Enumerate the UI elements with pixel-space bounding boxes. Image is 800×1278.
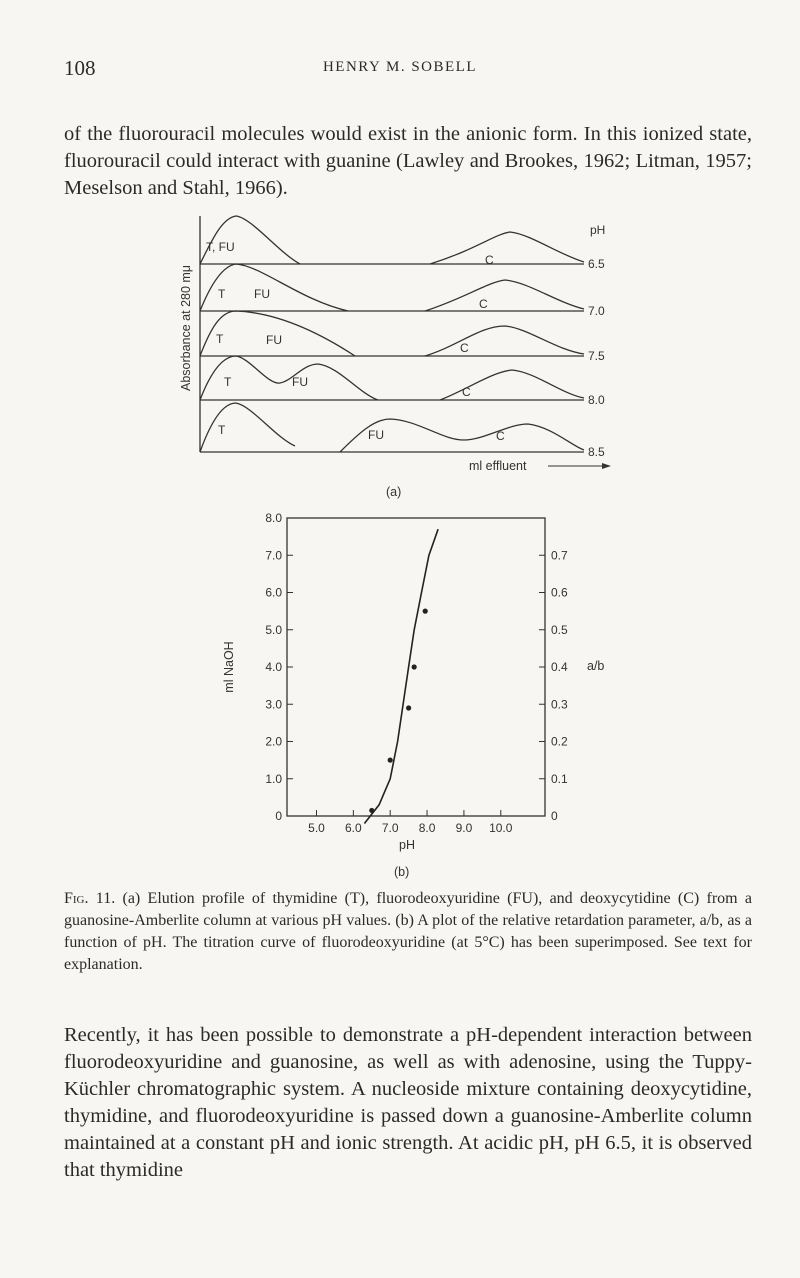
elution-profile-figure	[180, 210, 620, 510]
body-paragraph-2: Recently, it has been possible to demonstrate a pH-dependent interaction between fluorodeoxyuridine and guanosine, as well as with adenosine, using the Tuppy-Küchler chromatographic system. A nucleoside mixture containing deoxycytidine, thymidine, and fluorodeoxyuridine is passed down a guanosine-Amberlite column maintained at a constant pH and ionic strength. At acidic pH, pH 6.5, it is observed that thymidine	[64, 1024, 752, 1181]
running-head: HENRY M. SOBELL	[322, 59, 478, 75]
x-tick-label: 7.0	[381, 821, 399, 835]
y-left-tick-label: 7.0	[265, 548, 282, 563]
body-paragraph-1: of the fluorouracil molecules would exist in the anionic form. In this ionized state, fluorouracil could interact with guanine (Lawley and Brookes, 1962; Litman, 1957; Meselson and Stahl, 1966).	[64, 123, 752, 199]
page-header	[64, 56, 736, 86]
panel-b-left-axis-label: ml NaOH	[222, 641, 236, 693]
peak-label: T	[224, 375, 232, 389]
x-tick-label: 8.0	[418, 821, 436, 835]
y-right-tick-label: 0.4	[551, 660, 568, 674]
data-point	[406, 705, 411, 710]
peak-label: FU	[368, 428, 384, 442]
ph-value: 8.5	[588, 445, 605, 459]
y-left-tick-label: 2.0	[265, 734, 282, 749]
x-tick-label: 5.0	[308, 821, 325, 835]
y-left-tick-label: 5.0	[265, 622, 282, 637]
caption-text: (a) Elution profile of thymidine (T), fluorodeoxyuridine (FU), and deoxycytidine (C) from a guanosine-Amberlite column at various pH values. (b) A plot of the relative retardation parameter, a/b, as a function of pH. The titration curve of fluorodeoxyuridine (at 5°C) has been superimposed. See text for explanation.	[64, 890, 753, 973]
figure-caption	[64, 888, 752, 976]
x-tick-label: 6.0	[344, 821, 362, 835]
ph-header: pH	[590, 223, 606, 237]
caption-label: Fig. 11.	[64, 890, 116, 907]
x-tick-label: 9.0	[455, 821, 473, 835]
y-left-tick-label: 0	[275, 809, 282, 823]
peak-label: C	[479, 297, 488, 311]
y-right-tick-label: 0.1	[551, 771, 568, 786]
panel-b-label: (b)	[394, 865, 410, 879]
ph-value: 8.0	[588, 393, 605, 407]
peak-label: C	[462, 385, 471, 399]
data-point	[412, 664, 417, 669]
peak-label: C	[496, 429, 505, 443]
y-left-tick-label: 3.0	[265, 697, 282, 712]
y-right-tick-label: 0.2	[551, 734, 568, 749]
panel-a-x-axis-label: ml effluent	[469, 459, 527, 473]
ph-labels	[588, 223, 605, 459]
retardation-plot	[210, 505, 640, 885]
y-right-tick-label: 0	[551, 809, 558, 823]
peak-c-ph-6-5	[430, 232, 584, 264]
peak-label: T, FU	[206, 240, 235, 254]
y-right-tick-label: 0.7	[551, 548, 568, 563]
ph-value: 6.5	[588, 257, 605, 271]
y-right-tick-label: 0.5	[551, 622, 568, 637]
ph-value: 7.0	[588, 304, 605, 318]
panel-b-right-axis-label: a/b	[587, 659, 605, 673]
peak-labels	[206, 240, 505, 443]
data-point	[369, 808, 374, 813]
y-left-tick-label: 8.0	[265, 511, 282, 525]
effluent-arrow-head	[602, 463, 611, 469]
peak-label: FU	[292, 375, 308, 389]
peak-c-ph-7-5	[425, 326, 584, 356]
titration-curve	[364, 529, 438, 823]
peak-c-ph-7-0	[425, 280, 584, 311]
data-point	[388, 758, 393, 763]
peak-t-ph-8-5	[200, 403, 295, 452]
panel-b-x-axis-label: pH	[399, 838, 415, 852]
peak-label: T	[218, 287, 226, 301]
panel-a-label: (a)	[386, 485, 402, 499]
y-left-tick-label: 4.0	[265, 660, 282, 674]
y-right-tick-label: 0.6	[551, 585, 568, 600]
y-right-tick-label: 0.3	[551, 697, 568, 712]
peak-label: FU	[254, 287, 270, 301]
panel-a-y-axis-label: Absorbance at 280 mμ	[179, 264, 193, 392]
peak-label: FU	[266, 333, 282, 347]
y-left-tick-label: 1.0	[265, 771, 282, 786]
page-number: 108	[64, 56, 96, 80]
y-left-tick-label: 6.0	[265, 585, 282, 600]
data-point	[423, 609, 428, 614]
ph-value: 7.5	[588, 349, 605, 363]
peak-label: C	[485, 253, 494, 267]
x-tick-label: 10.0	[489, 821, 513, 835]
peak-label: C	[460, 341, 469, 355]
peak-label: T	[216, 332, 224, 346]
peak-label: T	[218, 423, 226, 437]
